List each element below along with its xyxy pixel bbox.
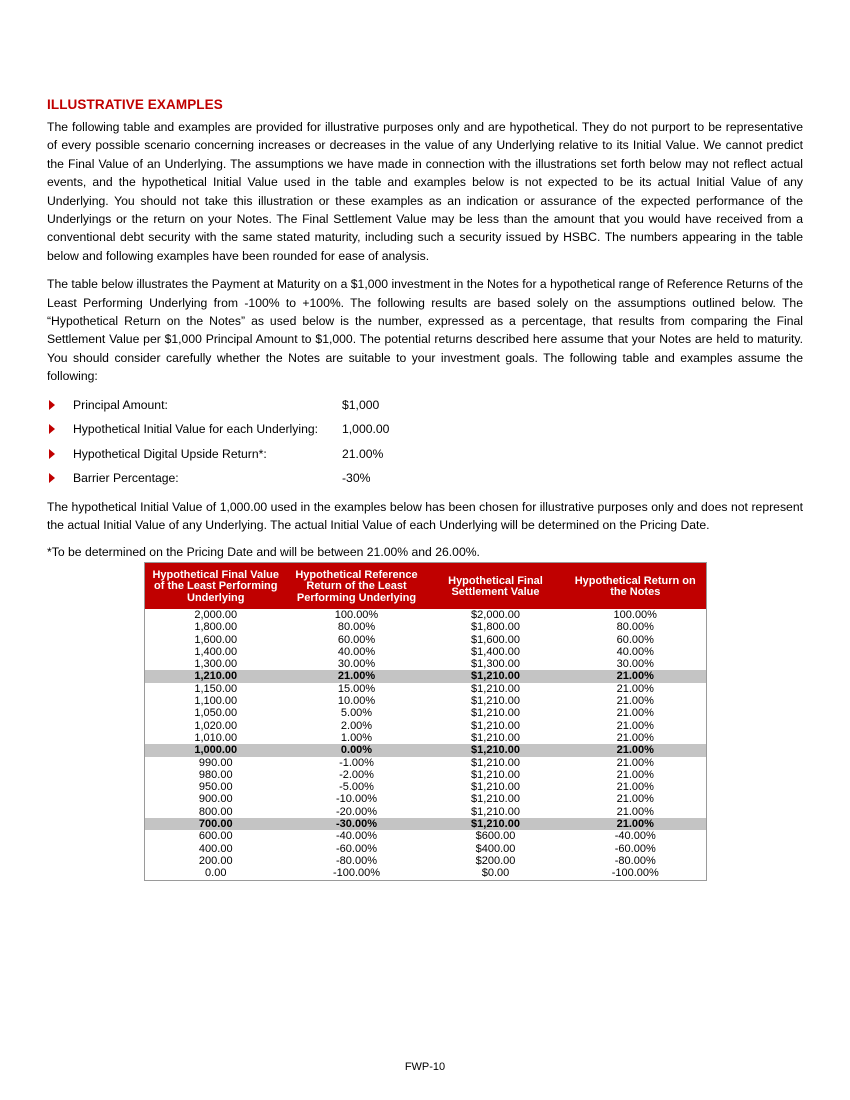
cell-final-value: 980.00: [198, 768, 233, 781]
triangle-bullet-icon: [49, 449, 55, 459]
cell-reference-return: 2.00%: [340, 719, 373, 732]
table-row: [145, 843, 707, 855]
cell-final-value: 1,100.00: [194, 695, 238, 708]
table-row: [145, 670, 707, 682]
section-title: ILLUSTRATIVE EXAMPLES: [47, 97, 223, 112]
table-body: [145, 609, 707, 880]
header-final-value: Hypothetical Final Value of the Least Performing Underlying: [145, 563, 287, 610]
cell-return-on-notes: 21.00%: [565, 670, 707, 682]
table-row: [145, 609, 707, 621]
table-row: [145, 867, 707, 880]
assumption-label: Barrier Percentage:: [73, 471, 179, 486]
cell-reference-return: 5.00%: [340, 707, 373, 720]
cell-return-on-notes: -80.00%: [614, 854, 656, 867]
cell-final-settlement-value: $1,210.00: [427, 818, 565, 830]
cell-return-on-notes: 40.00%: [616, 645, 654, 658]
cell-return-on-notes: 21.00%: [616, 731, 654, 744]
triangle-bullet-icon: [49, 424, 55, 434]
table-row: [145, 720, 707, 732]
table-row: [145, 781, 707, 793]
table-row: [145, 634, 707, 646]
cell-return-on-notes: -40.00%: [614, 830, 656, 843]
header-final-settlement-value: Hypothetical Final Settlement Value: [427, 563, 565, 610]
cell-final-value: 1,050.00: [194, 707, 238, 720]
cell-return-on-notes: 21.00%: [616, 781, 654, 794]
cell-reference-return: -5.00%: [339, 781, 374, 794]
cell-final-value: 900.00: [198, 793, 233, 806]
intro-paragraph: The following table and examples are provided for illustrative purposes only and are hypothetical. They do not purport to be representative of every possible scenario concerning increases or decreases in the value of any Underlying relative to its Initial Value. We cannot predict the Final Value of an Underlying. The assumptions we have made in connection with the illustrations set forth below may not reflect actual events, and the hypothetical Initial Value used in the table and examples below is not expected to be its actual Initial Value of any Underlying. You should not take this illustration or these examples as an indication or assurance of the expected performance of the Underlyings or the return on your Notes. The Final Settlement Value may be less than the amount that you would have received from a conventional debt security with the same stated maturity, including such a security issued by HSBC. The numbers appearing in the table below and following examples have been rounded for ease of analysis.: [47, 120, 803, 263]
assumptions-list: [47, 396, 803, 494]
cell-reference-return: -40.00%: [336, 830, 377, 843]
illustrative-results-table: [144, 562, 707, 881]
table-row: [145, 855, 707, 867]
cell-final-settlement-value: $1,210.00: [471, 707, 520, 720]
cell-return-on-notes: 80.00%: [616, 621, 654, 634]
table-row: [145, 744, 707, 756]
assumption-value: -30%: [342, 471, 371, 486]
table-row: [145, 658, 707, 670]
table-row: [145, 769, 707, 781]
table-row: [145, 830, 707, 842]
cell-reference-return: 30.00%: [337, 658, 376, 671]
cell-final-settlement-value: $1,210.00: [471, 781, 520, 794]
cell-return-on-notes: 21.00%: [616, 707, 654, 720]
cell-final-value: 1,150.00: [194, 682, 238, 695]
cell-final-settlement-value: $1,210.00: [427, 670, 565, 682]
table-row: [145, 707, 707, 719]
cell-final-settlement-value: $1,210.00: [427, 744, 565, 756]
cell-final-settlement-value: $200.00: [475, 854, 516, 867]
cell-reference-return: 0.00%: [287, 744, 427, 756]
cell-final-settlement-value: $1,210.00: [471, 756, 520, 769]
cell-final-value: 2,000.00: [194, 609, 238, 621]
assumption-label: Principal Amount:: [73, 397, 168, 412]
triangle-bullet-icon: [49, 400, 55, 410]
cell-final-value: 1,600.00: [194, 633, 238, 646]
cell-reference-return: -30.00%: [287, 818, 427, 830]
assumption-value: $1,000: [342, 397, 380, 412]
cell-reference-return: 80.00%: [337, 621, 376, 634]
cell-return-on-notes: 30.00%: [616, 658, 654, 671]
assumption-item: [47, 396, 803, 421]
cell-return-on-notes: 100.00%: [613, 609, 657, 621]
assumption-item: [47, 469, 803, 494]
cell-return-on-notes: 21.00%: [616, 756, 654, 769]
cell-reference-return: 40.00%: [337, 645, 376, 658]
cell-final-settlement-value: $0.00: [481, 867, 510, 880]
table-row: [145, 695, 707, 707]
cell-return-on-notes: 21.00%: [616, 805, 654, 818]
document-body: [47, 97, 803, 559]
cell-final-settlement-value: $1,210.00: [471, 695, 520, 708]
cell-final-value: 1,000.00: [145, 744, 287, 756]
header-reference-return: Hypothetical Reference Return of the Least Performing Underlying: [287, 563, 427, 610]
cell-final-value: 1,300.00: [194, 658, 238, 671]
cell-final-value: 1,210.00: [145, 670, 287, 682]
cell-final-settlement-value: $2,000.00: [471, 609, 520, 621]
assumption-value: 1,000.00: [342, 422, 390, 437]
cell-reference-return: -2.00%: [339, 768, 374, 781]
table-explanation-paragraph: The table below illustrates the Payment at Maturity on a $1,000 investment in the Notes for a hypothetical range of Reference Returns of the Least Performing Underlying from -100% to +100%. The following results are based solely on the assumptions outlined below. The “Hypothetical Return on the Notes” as used below is the number, expressed as a percentage, that results from comparing the Final Settlement Value per $1,000 Principal Amount to $1,000. The potential returns described here assume that your Notes are held to maturity. You should consider carefully whether the Notes are suitable to your investment goals. The following table and examples assume the following:: [47, 277, 803, 384]
cell-final-settlement-value: $1,300.00: [471, 658, 520, 671]
cell-reference-return: -1.00%: [339, 756, 374, 769]
page-number: FWP-10: [404, 1061, 446, 1073]
cell-final-value: 0.00: [205, 867, 227, 880]
table-row: [145, 646, 707, 658]
cell-final-value: 600.00: [198, 830, 233, 843]
cell-final-value: 950.00: [198, 781, 233, 794]
cell-reference-return: 15.00%: [337, 682, 376, 695]
table-row: [145, 683, 707, 695]
assumption-value: 21.00%: [342, 446, 384, 461]
cell-final-settlement-value: $1,400.00: [471, 645, 520, 658]
header-return-on-notes: Hypothetical Return on the Notes: [565, 563, 707, 610]
assumption-label: Hypothetical Digital Upside Return*:: [73, 446, 267, 461]
cell-final-value: 1,010.00: [194, 731, 238, 744]
cell-final-value: 1,020.00: [194, 719, 238, 732]
cell-reference-return: -100.00%: [332, 867, 381, 880]
cell-final-value: 990.00: [198, 756, 233, 769]
table-row: [145, 732, 707, 744]
cell-final-settlement-value: $1,210.00: [471, 731, 520, 744]
cell-final-settlement-value: $1,210.00: [471, 682, 520, 695]
cell-return-on-notes: 21.00%: [616, 682, 654, 695]
cell-final-value: 800.00: [198, 805, 233, 818]
cell-reference-return: 100.00%: [334, 609, 379, 621]
table-row: [145, 621, 707, 633]
cell-reference-return: 10.00%: [337, 695, 376, 708]
cell-reference-return: 21.00%: [287, 670, 427, 682]
cell-return-on-notes: 21.00%: [616, 793, 654, 806]
cell-return-on-notes: 21.00%: [565, 818, 707, 830]
cell-final-settlement-value: $1,800.00: [471, 621, 520, 634]
cell-return-on-notes: 21.00%: [565, 744, 707, 756]
cell-final-settlement-value: $1,210.00: [471, 768, 520, 781]
cell-return-on-notes: -100.00%: [611, 867, 659, 880]
table-row: [145, 818, 707, 830]
assumption-item: [47, 445, 803, 470]
triangle-bullet-icon: [49, 473, 55, 483]
cell-final-value: 200.00: [198, 854, 233, 867]
cell-return-on-notes: 60.00%: [616, 633, 654, 646]
cell-return-on-notes: -60.00%: [614, 842, 656, 855]
cell-reference-return: -60.00%: [336, 842, 377, 855]
cell-final-settlement-value: $400.00: [475, 842, 516, 855]
cell-final-settlement-value: $1,210.00: [471, 793, 520, 806]
assumption-item: [47, 420, 803, 445]
cell-final-settlement-value: $1,210.00: [471, 805, 520, 818]
illustrative-table-container: [144, 562, 706, 881]
cell-final-value: 1,800.00: [194, 621, 238, 634]
cell-return-on-notes: 21.00%: [616, 695, 654, 708]
cell-reference-return: -10.00%: [336, 793, 377, 806]
cell-reference-return: 1.00%: [340, 731, 373, 744]
cell-reference-return: 60.00%: [337, 633, 376, 646]
cell-final-value: 700.00: [145, 818, 287, 830]
initial-value-note: The hypothetical Initial Value of 1,000.00 used in the examples below has been chosen for illustrative purposes only and does not represent the actual Initial Value of any Underlying. The actual Initial Value of each Underlying will be determined on the Pricing Date.: [47, 499, 803, 533]
cell-final-settlement-value: $600.00: [475, 830, 516, 843]
cell-return-on-notes: 21.00%: [616, 719, 654, 732]
cell-return-on-notes: 21.00%: [616, 768, 654, 781]
cell-reference-return: -80.00%: [336, 854, 377, 867]
assumption-label: Hypothetical Initial Value for each Underlying:: [73, 422, 319, 437]
table-row: [145, 793, 707, 805]
cell-final-value: 1,400.00: [194, 645, 238, 658]
cell-reference-return: -20.00%: [336, 805, 377, 818]
cell-final-value: 400.00: [198, 842, 233, 855]
cell-final-settlement-value: $1,210.00: [471, 719, 520, 732]
footnote: *To be determined on the Pricing Date and will be between 21.00% and 26.00%.: [47, 544, 480, 559]
cell-final-settlement-value: $1,600.00: [471, 633, 520, 646]
table-header-row: [145, 563, 707, 610]
table-row: [145, 757, 707, 769]
table-row: [145, 806, 707, 818]
